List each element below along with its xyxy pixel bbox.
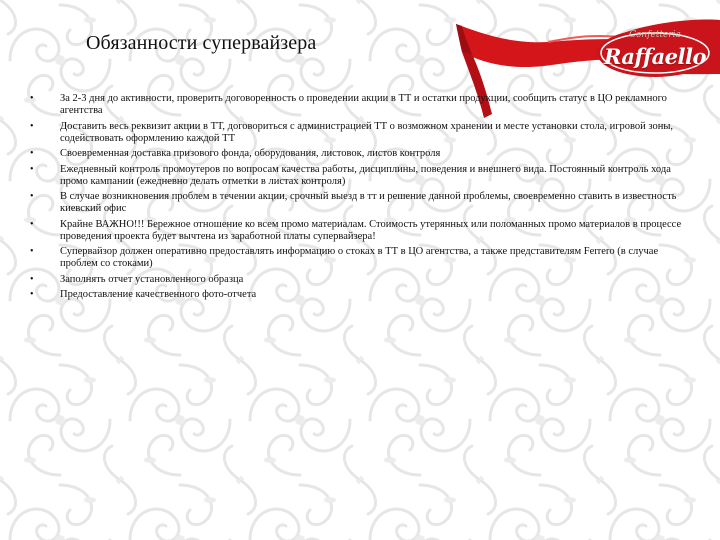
- list-item: [30, 191, 686, 215]
- bullet-icon: •: [30, 218, 34, 230]
- list-item: [30, 148, 686, 160]
- list-item: [30, 164, 686, 188]
- list-item-text: За 2-3 дня до активности, проверить договоренность о проведении акции в ТТ и остатки продукции, сообщить статус в ЦО рекламного агентства: [60, 93, 667, 117]
- bullet-icon: •: [30, 93, 34, 104]
- bullet-icon: •: [30, 289, 34, 301]
- list-item: [30, 274, 686, 286]
- logo-subtitle: Confetteria: [629, 30, 681, 40]
- list-item-text: Предоставление качественного фото-отчета: [60, 289, 257, 301]
- bullet-icon: •: [30, 191, 34, 203]
- list-item: [30, 93, 686, 117]
- bullet-icon: •: [30, 246, 34, 258]
- list-item-text: Крайне ВАЖНО!!! Бережное отношение ко всем промо материалам. Стоимость утерянных или поломанных промо материалов в процессе проведения проекта будет вычтена из заработной платы супервайзера!: [60, 218, 682, 242]
- raffaello-logo: [596, 22, 714, 80]
- list-item-text: Ежедневный контроль промоутеров по вопросам качества работы, дисциплины, поведения и внешнего вида. Постоянный контроль хода промо кампании (ежедневно делать отметки в листах контроля): [60, 163, 671, 187]
- list-item-text: Супервайзор должен оперативно предоставлять информацию о стоках в ТТ в ЦО агентства, а также представителям Ferrero (в случае проблем со стоками): [60, 246, 659, 270]
- duties-list: [30, 93, 686, 305]
- list-item: [30, 289, 686, 301]
- list-item-text: Своевременная доставка призового фонда, оборудования, листовок, листов контроля: [60, 148, 441, 160]
- list-item-text: В случае возникновения проблем в течении акции, срочный выезд в тт и решение данной проблемы, своевременно ставить в известность киевский офис: [60, 191, 677, 215]
- list-item-text: Заполнять отчет установленного образца: [60, 273, 244, 285]
- bullet-icon: •: [30, 120, 34, 132]
- logo-brand: Raffaello: [603, 44, 707, 69]
- bullet-icon: •: [30, 163, 34, 175]
- slide-title: Обязанности супервайзера: [86, 32, 317, 54]
- bullet-icon: •: [30, 148, 34, 160]
- list-item-text: Доставить весь реквизит акции в ТТ, договориться с администрацией ТТ о возможном хранении и месте установки стола, игровой зоны, содействовать оформлению каждой ТТ: [60, 120, 674, 144]
- bullet-icon: •: [30, 273, 34, 285]
- list-item: [30, 121, 686, 145]
- list-item: [30, 219, 686, 243]
- list-item: [30, 246, 686, 270]
